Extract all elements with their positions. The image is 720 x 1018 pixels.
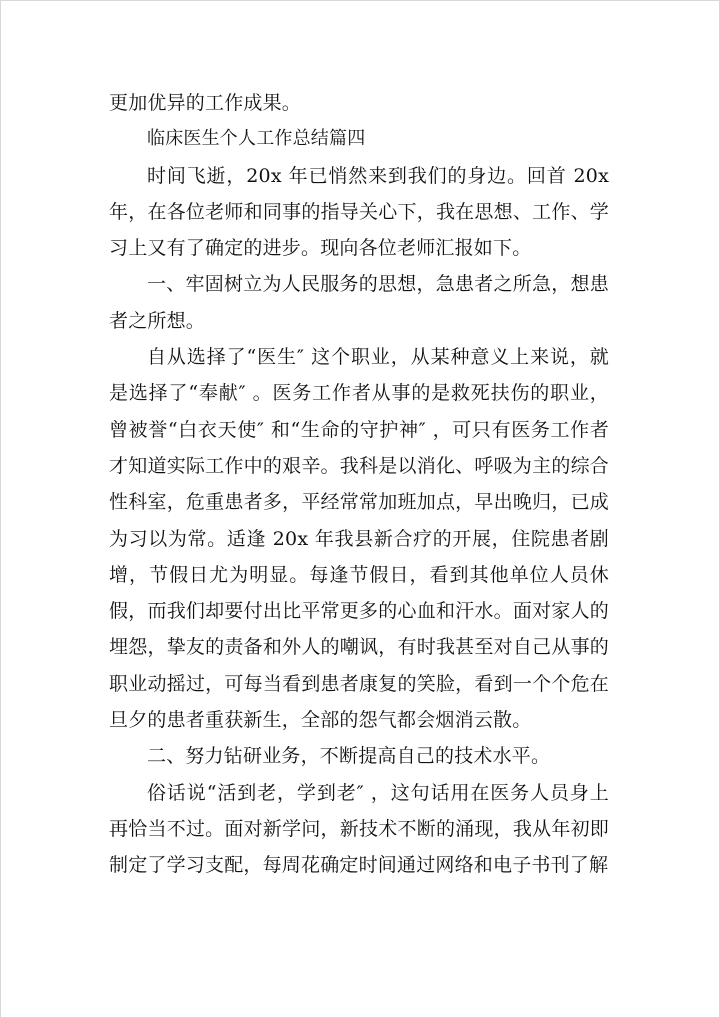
paragraph-intro: 时间飞逝，20x 年已悄然来到我们的身边。回首 20x 年，在各位老师和同事的指导关心下，我在思想、工作、学习上又有了确定的进步。现向各位老师汇报如下。	[109, 164, 609, 260]
paragraph-point-one-body: 自从选择了“医生″ 这个职业，从某种意义上来说，就是选择了“奉献″ 。医务工作者从事的是救死扶伤的职业，曾被誉“白衣天使″ 和“生命的守护神″ ，可只有医务工作者才知道实际工作中的艰辛。我科是以消化、呼吸为主的综合性科室，危重患者多，平经常常加班加点，早出晚归，已成为习以为常。适逢 20x 年我县新合疗的开展，住院患者剧增，节假日尤为明显。每逢节假日，看到其他单位人员休假，而我们却要付出比平常更多的心血和汗水。面对家人的埋怨，挚友的责备和外人的嘲讽，有时我甚至对自己从事的职业动摇过，可每当看到患者康复的笑脸，看到一个个危在旦夕的患者重获新生，全部的怨气都会烟消云散。	[109, 346, 609, 732]
section-title: 临床医生个人工作总结篇四	[147, 128, 366, 150]
paragraph-1: 更加优异的工作成果。	[109, 92, 302, 114]
paragraph-point-two-body: 俗话说“活到老，学到老″ ，这句话用在医务人员身上再恰当不过。面对新学问，新技术不断的涌现，我从年初即制定了学习支配，每周花确定时间通过网络和电子书刊了解	[109, 781, 609, 877]
heading-point-one: 一、牢固树立为人民服务的思想，急患者之所急，想患者之所想。	[109, 273, 609, 332]
heading-point-two: 二、努力钻研业务，不断提高自己的技术水平。	[147, 745, 551, 768]
document-body	[109, 85, 609, 884]
